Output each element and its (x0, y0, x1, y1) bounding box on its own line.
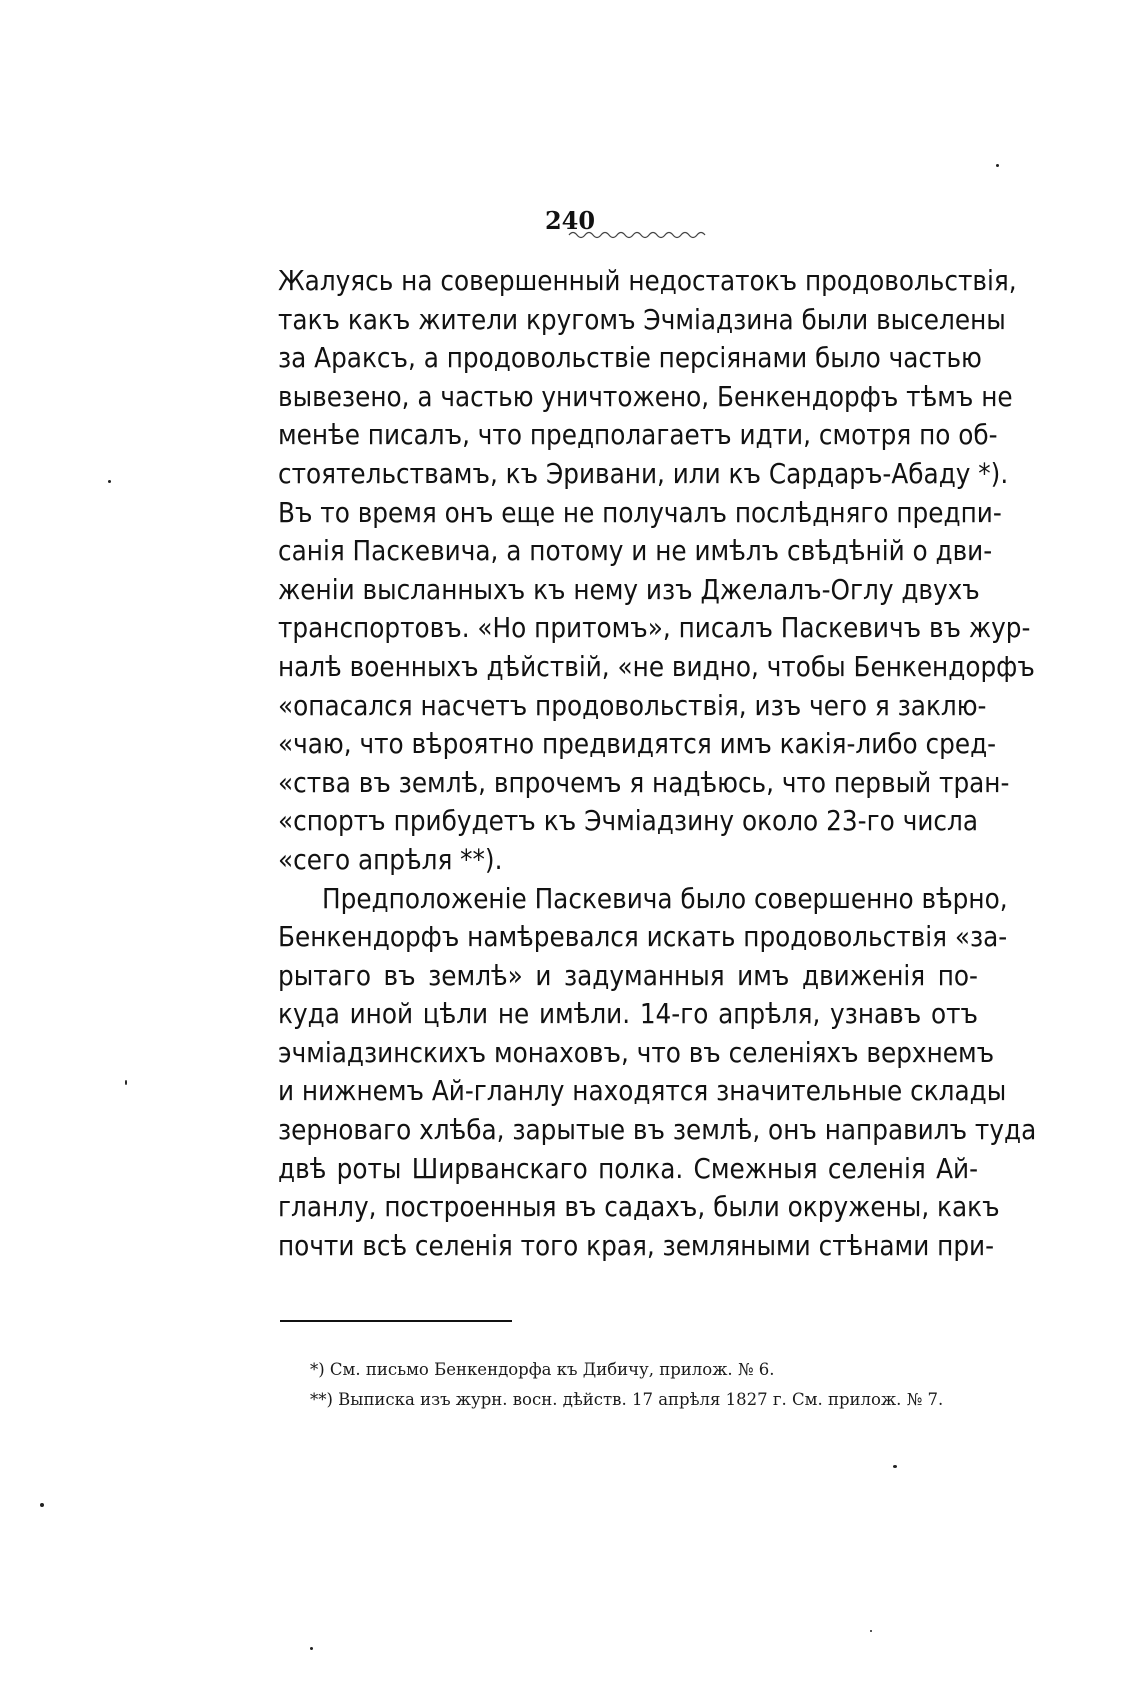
text-line: «опасался насчетъ продовольствія, изъ чего я заклю- (278, 689, 987, 722)
text-line: эчміадзинскихъ монаховъ, что въ селеніяхъ верхнемъ (278, 1036, 995, 1069)
text-line: рытаго въ землѣ» и задуманныя имъ движенія по- (278, 959, 978, 992)
text-line: куда иной цѣли не имѣли. 14-го апрѣля, узнавъ отъ (278, 998, 978, 1031)
paragraph-2 (278, 880, 1037, 1266)
text-line: «сего апрѣля **). (278, 843, 503, 876)
scan-speck (108, 480, 111, 483)
scan-speck (125, 1080, 127, 1085)
scan-speck (40, 1503, 44, 1507)
page-number: 240 (544, 206, 596, 235)
footnote: **) Выписка изъ журн. восн. дѣйств. 17 апрѣля 1827 г. См. прилож. № 7. (310, 1390, 944, 1409)
text-line: гланлу, построенныя въ садахъ, были окружены, какъ (278, 1191, 1000, 1224)
footnote: *) См. письмо Бенкендорфа къ Дибичу, прилож. № 6. (310, 1360, 775, 1379)
text-line: налѣ военныхъ дѣйствій, «не видно, чтобы Бенкендорфъ (278, 650, 1035, 683)
text-line: такъ какъ жители кругомъ Эчміадзина были выселены (278, 303, 1006, 336)
text-line: «ства въ землѣ, впрочемъ я надѣюсь, что первый тран- (278, 766, 1010, 799)
text-line: Жалуясь на совершенный недостатокъ продовольствія, (278, 265, 1017, 297)
text-line: транспортовъ. «Но притомъ», писалъ Паскевичъ въ жур- (278, 612, 1031, 645)
main-text (278, 262, 1037, 1265)
text-line: и нижнемъ Ай-гланлу находятся значительные склады (278, 1075, 1007, 1108)
text-line: зерноваго хлѣба, зарытые въ землѣ, онъ направилъ туда (278, 1114, 1037, 1147)
text-line: женіи высланныхъ къ нему изъ Джелалъ-Оглу двухъ (278, 573, 980, 606)
footnote-divider (280, 1320, 512, 1322)
scan-speck (996, 164, 999, 167)
scan-speck (893, 1465, 897, 1468)
paragraph-1 (278, 262, 1035, 880)
scan-speck (310, 1647, 313, 1650)
footnotes (310, 1355, 990, 1415)
page-number-ornament (567, 229, 707, 239)
text-line: стоятельствамъ, къ Эривани, или къ Сардаръ-Абаду *). (278, 457, 1009, 490)
text-line: почти всѣ селенія того края, земляными стѣнами при- (278, 1229, 995, 1262)
text-line: двѣ роты Ширванскаго полка. Смежныя селенія Ай- (278, 1152, 978, 1185)
text-line: вывезено, а частью уничтожено, Бенкендорфъ тѣмъ не (278, 380, 1013, 413)
text-line: «спортъ прибудетъ къ Эчміадзину около 23-го числа (278, 805, 978, 838)
text-line: санія Паскевича, а потому и не имѣлъ свѣдѣній о дви- (278, 535, 993, 568)
text-line: Предположеніе Паскевича было совершенно вѣрно, (322, 882, 1008, 915)
text-line: за Араксъ, а продовольствіе персіянами было частью (278, 342, 982, 375)
text-line: менѣе писалъ, что предполагаетъ идти, смотря по об- (278, 419, 998, 452)
text-line: Въ то время онъ еще не получалъ послѣдняго предпи- (278, 496, 1002, 529)
text-line: «чаю, что вѣроятно предвидятся имъ какія-либо сред- (278, 728, 997, 761)
scan-speck (870, 1630, 872, 1632)
text-line: Бенкендорфъ намѣревался искать продовольствія «за- (278, 921, 1008, 954)
